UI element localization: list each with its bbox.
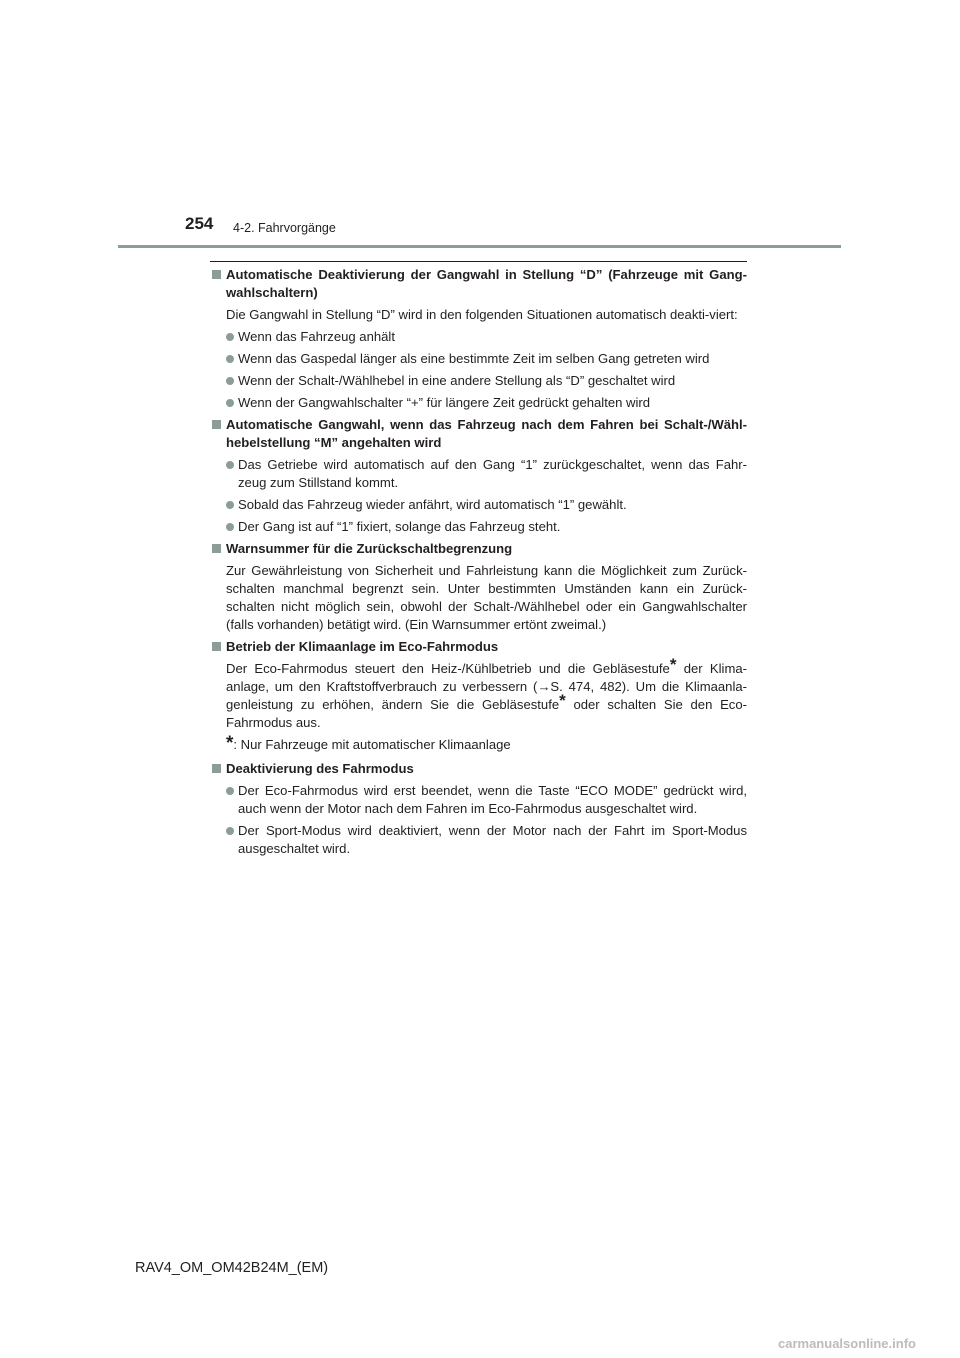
square-bullet-icon [212,420,221,429]
section-gear-deactivation [210,266,747,412]
section-eco-climate [210,638,747,754]
section-heading: Deaktivierung des Fahrmodus [210,760,747,778]
section-heading: Betrieb der Klimaanlage im Eco-Fahrmodus [210,638,747,656]
header-rule [118,245,841,248]
circle-bullet-icon [226,501,234,509]
circle-bullet-icon [226,787,234,795]
footnote: *: Nur Fahrzeuge mit automatischer Klimaanlage [226,733,511,754]
square-bullet-icon [212,270,221,279]
document-code: RAV4_OM_OM42B24M_(EM) [135,1260,329,1276]
section-automatic-gear-selection [210,416,747,536]
footnote-star: * [669,655,677,674]
list-item: Sobald das Fahrzeug wieder anfährt, wird automatisch “1” gewählt. [226,496,747,514]
section-title: 4-2. Fahrvorgänge [233,221,336,235]
square-bullet-icon [212,642,221,651]
circle-bullet-icon [226,523,234,531]
section-intro: Die Gangwahl in Stellung “D” wird in den folgenden Situationen automatisch deakti-viert: [226,307,738,322]
list-item: Wenn der Gangwahlschalter “+” für längere Zeit gedrückt gehalten wird [226,394,747,412]
section-intro: Der Eco-Fahrmodus steuert den Heiz-/Kühlbetrieb und die Gebläsestufe* der Klima-anlage, um den Kraftstoffverbrauch zu verbessern (→S. 474, 482). Um die Klimaanla-genleistung zu erhöhen, ändern Sie die Gebläsestufe* oder schalten Sie den Eco-Fahrmodus aus. [226,655,747,730]
footnote-star: * [226,733,234,754]
section-heading: Automatische Deaktivierung der Gangwahl in Stellung “D” (Fahrzeuge mit Gang-wahlschaltern) [210,266,747,302]
section-divider [210,261,747,262]
square-bullet-icon [212,544,221,553]
list-item: Wenn das Gaspedal länger als eine bestimmte Zeit im selben Gang getreten wird [226,350,747,368]
section-intro: Zur Gewährleistung von Sicherheit und Fahrleistung kann die Möglichkeit zum Zurück-schalten manchmal begrenzt sein. Unter bestimmten Umständen kann ein Zurück-schalten nicht möglich sein, obwohl der Schalt-/Wählhebel oder ein Gangwahlschalter (falls vorhanden) betätigt wird. (Ein Warnsummer ertönt zweimal.) [226,563,747,632]
section-downshift-buzzer [210,540,747,634]
list-item: Wenn der Schalt-/Wählhebel in eine andere Stellung als “D” geschaltet wird [226,372,747,390]
section-heading: Automatische Gangwahl, wenn das Fahrzeug nach dem Fahren bei Schalt-/Wähl-hebelstellung “M” angehalten wird [210,416,747,452]
square-bullet-icon [212,764,221,773]
circle-bullet-icon [226,377,234,385]
footnote-star: * [559,691,566,710]
circle-bullet-icon [226,333,234,341]
list-item: Der Sport-Modus wird deaktiviert, wenn der Motor nach der Fahrt im Sport-Modus ausgeschaltet wird. [226,822,747,858]
page-number: 254 [185,214,214,233]
circle-bullet-icon [226,827,234,835]
page-content [210,266,747,862]
list-item: Der Eco-Fahrmodus wird erst beendet, wenn die Taste “ECO MODE” gedrückt wird, auch wenn der Motor nach dem Fahren im Eco-Fahrmodus ausgeschaltet wird. [226,782,747,818]
circle-bullet-icon [226,461,234,469]
circle-bullet-icon [226,355,234,363]
circle-bullet-icon [226,399,234,407]
section-drive-mode-deactivation [210,760,747,858]
list-item: Das Getriebe wird automatisch auf den Gang “1” zurückgeschaltet, wenn das Fahr-zeug zum Stillstand kommt. [226,456,747,492]
list-item: Der Gang ist auf “1” fixiert, solange das Fahrzeug steht. [226,518,747,536]
watermark: carmanualsonline.info [778,1336,916,1351]
list-item: Wenn das Fahrzeug anhält [226,328,747,346]
section-heading: Warnsummer für die Zurückschaltbegrenzung [210,540,747,558]
